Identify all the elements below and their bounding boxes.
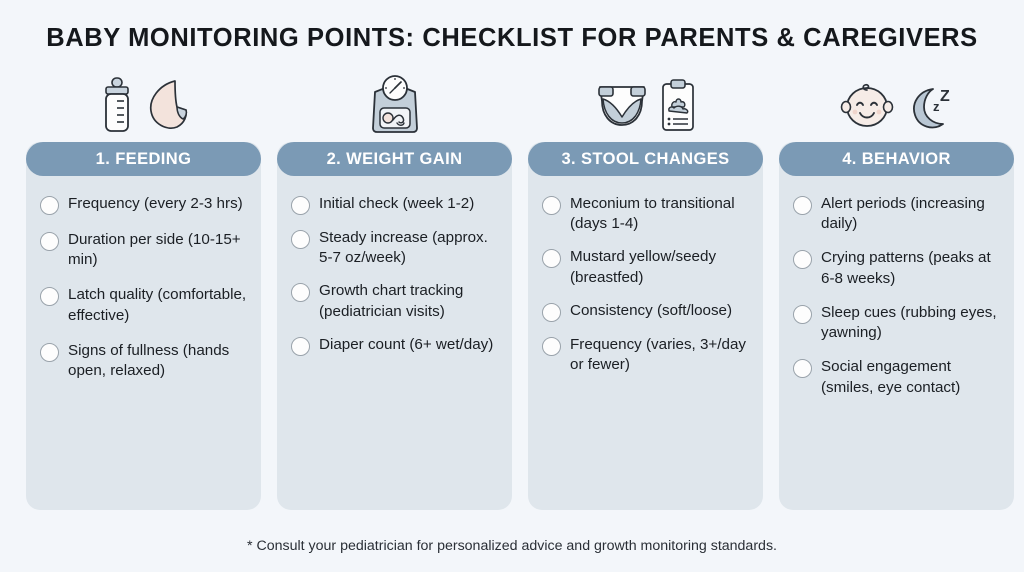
checklist-item[interactable] — [793, 303, 1002, 343]
svg-text:z: z — [932, 99, 939, 114]
baby-scale-icon — [365, 74, 425, 136]
checkbox-icon[interactable] — [793, 196, 812, 215]
checklist-item[interactable] — [793, 357, 1002, 397]
baby-bottle-icon — [97, 76, 137, 134]
weight-gain-card-header: 2. WEIGHT GAIN — [277, 142, 512, 176]
stool-changes-card-header: 3. STOOL CHANGES — [528, 142, 763, 176]
checklist-item[interactable] — [542, 247, 751, 287]
checklist-column-stool-changes — [528, 68, 763, 510]
behavior-icon-group — [839, 68, 955, 142]
behavior-items — [779, 190, 1014, 398]
checkbox-icon[interactable] — [542, 337, 561, 356]
footer-disclaimer: * Consult your pediatrician for personalized advice and growth monitoring standards. — [247, 538, 777, 554]
checkbox-icon[interactable] — [291, 337, 310, 356]
checklist-item[interactable] — [291, 228, 500, 268]
weight-gain-icon-group — [365, 68, 425, 142]
checkbox-icon[interactable] — [542, 249, 561, 268]
checklist-item[interactable] — [40, 285, 249, 325]
page-title: BABY MONITORING POINTS: CHECKLIST FOR PARENTS & CAREGIVERS — [46, 24, 978, 52]
checklist-item-label: Steady increase (approx. 5-7 oz/week) — [319, 229, 488, 267]
checkbox-icon[interactable] — [291, 230, 310, 249]
stool-clipboard-icon — [658, 77, 698, 133]
weight-gain-card — [277, 142, 512, 510]
stool-changes-icon-group — [594, 68, 698, 142]
checklist-item-label: Sleep cues (rubbing eyes, yawning) — [821, 303, 997, 342]
checkbox-icon[interactable] — [40, 232, 59, 251]
checklist-item-label: Diaper count (6+ wet/day) — [319, 335, 494, 353]
checklist-item[interactable] — [291, 194, 500, 215]
feeding-icon-group — [97, 68, 191, 142]
checklist-column-weight-gain — [277, 68, 512, 510]
checkbox-icon[interactable] — [793, 305, 812, 324]
checklist-columns — [26, 68, 998, 510]
checklist-item-label: Duration per side (10-15+ min) — [68, 231, 241, 269]
checklist-item[interactable] — [542, 194, 751, 234]
feeding-card — [26, 142, 261, 510]
checklist-item-label: Latch quality (comfortable, effective) — [68, 286, 247, 324]
behavior-card-header: 4. BEHAVIOR — [779, 142, 1014, 176]
checklist-item-label: Frequency (every 2-3 hrs) — [68, 195, 243, 212]
checklist-item[interactable] — [40, 230, 249, 270]
checklist-item-label: Social engagement (smiles, eye contact) — [821, 358, 961, 396]
checkbox-icon[interactable] — [542, 303, 561, 322]
sleeping-moon-icon — [903, 77, 955, 133]
checklist-item-label: Initial check (week 1-2) — [319, 195, 475, 212]
checklist-item-label: Signs of fullness (hands open, relaxed) — [68, 341, 230, 380]
checklist-column-behavior — [779, 68, 1014, 510]
behavior-card — [779, 142, 1014, 510]
feeding-items — [26, 190, 261, 381]
checkbox-icon[interactable] — [793, 359, 812, 378]
checkbox-icon[interactable] — [793, 250, 812, 269]
checklist-item[interactable] — [291, 335, 500, 356]
checklist-item[interactable] — [291, 281, 500, 321]
checklist-item-label: Consistency (soft/loose) — [570, 301, 733, 319]
checklist-item[interactable] — [793, 194, 1002, 234]
checkbox-icon[interactable] — [542, 196, 561, 215]
checkbox-icon[interactable] — [40, 287, 59, 306]
checklist-item[interactable] — [40, 341, 249, 381]
checklist-item-label: Crying patterns (peaks at 6-8 weeks) — [821, 249, 991, 287]
stool-changes-items — [528, 190, 763, 375]
svg-text:Z: Z — [939, 88, 950, 105]
feeding-card-header: 1. FEEDING — [26, 142, 261, 176]
checklist-item-label: Growth chart tracking (pediatrician visits) — [319, 282, 464, 320]
checklist-item-label: Mustard yellow/seedy (breastfed) — [570, 248, 717, 286]
checklist-item-label: Meconium to transitional (days 1-4) — [570, 195, 735, 233]
checkbox-icon[interactable] — [40, 343, 59, 362]
checkbox-icon[interactable] — [291, 196, 310, 215]
checklist-item[interactable] — [542, 301, 751, 322]
checklist-item[interactable] — [793, 248, 1002, 288]
checkbox-icon[interactable] — [291, 283, 310, 302]
diaper-icon — [594, 79, 650, 131]
weight-gain-items — [277, 190, 512, 356]
checkbox-icon[interactable] — [40, 196, 59, 215]
checklist-item[interactable] — [40, 194, 249, 215]
stool-changes-card — [528, 142, 763, 510]
baby-face-icon — [839, 79, 895, 131]
checklist-item-label: Frequency (varies, 3+/day or fewer) — [570, 335, 747, 374]
breastfeeding-icon — [145, 77, 191, 133]
checklist-column-feeding — [26, 68, 261, 510]
checklist-item-label: Alert periods (increasing daily) — [821, 195, 985, 233]
checklist-item[interactable] — [542, 335, 751, 375]
